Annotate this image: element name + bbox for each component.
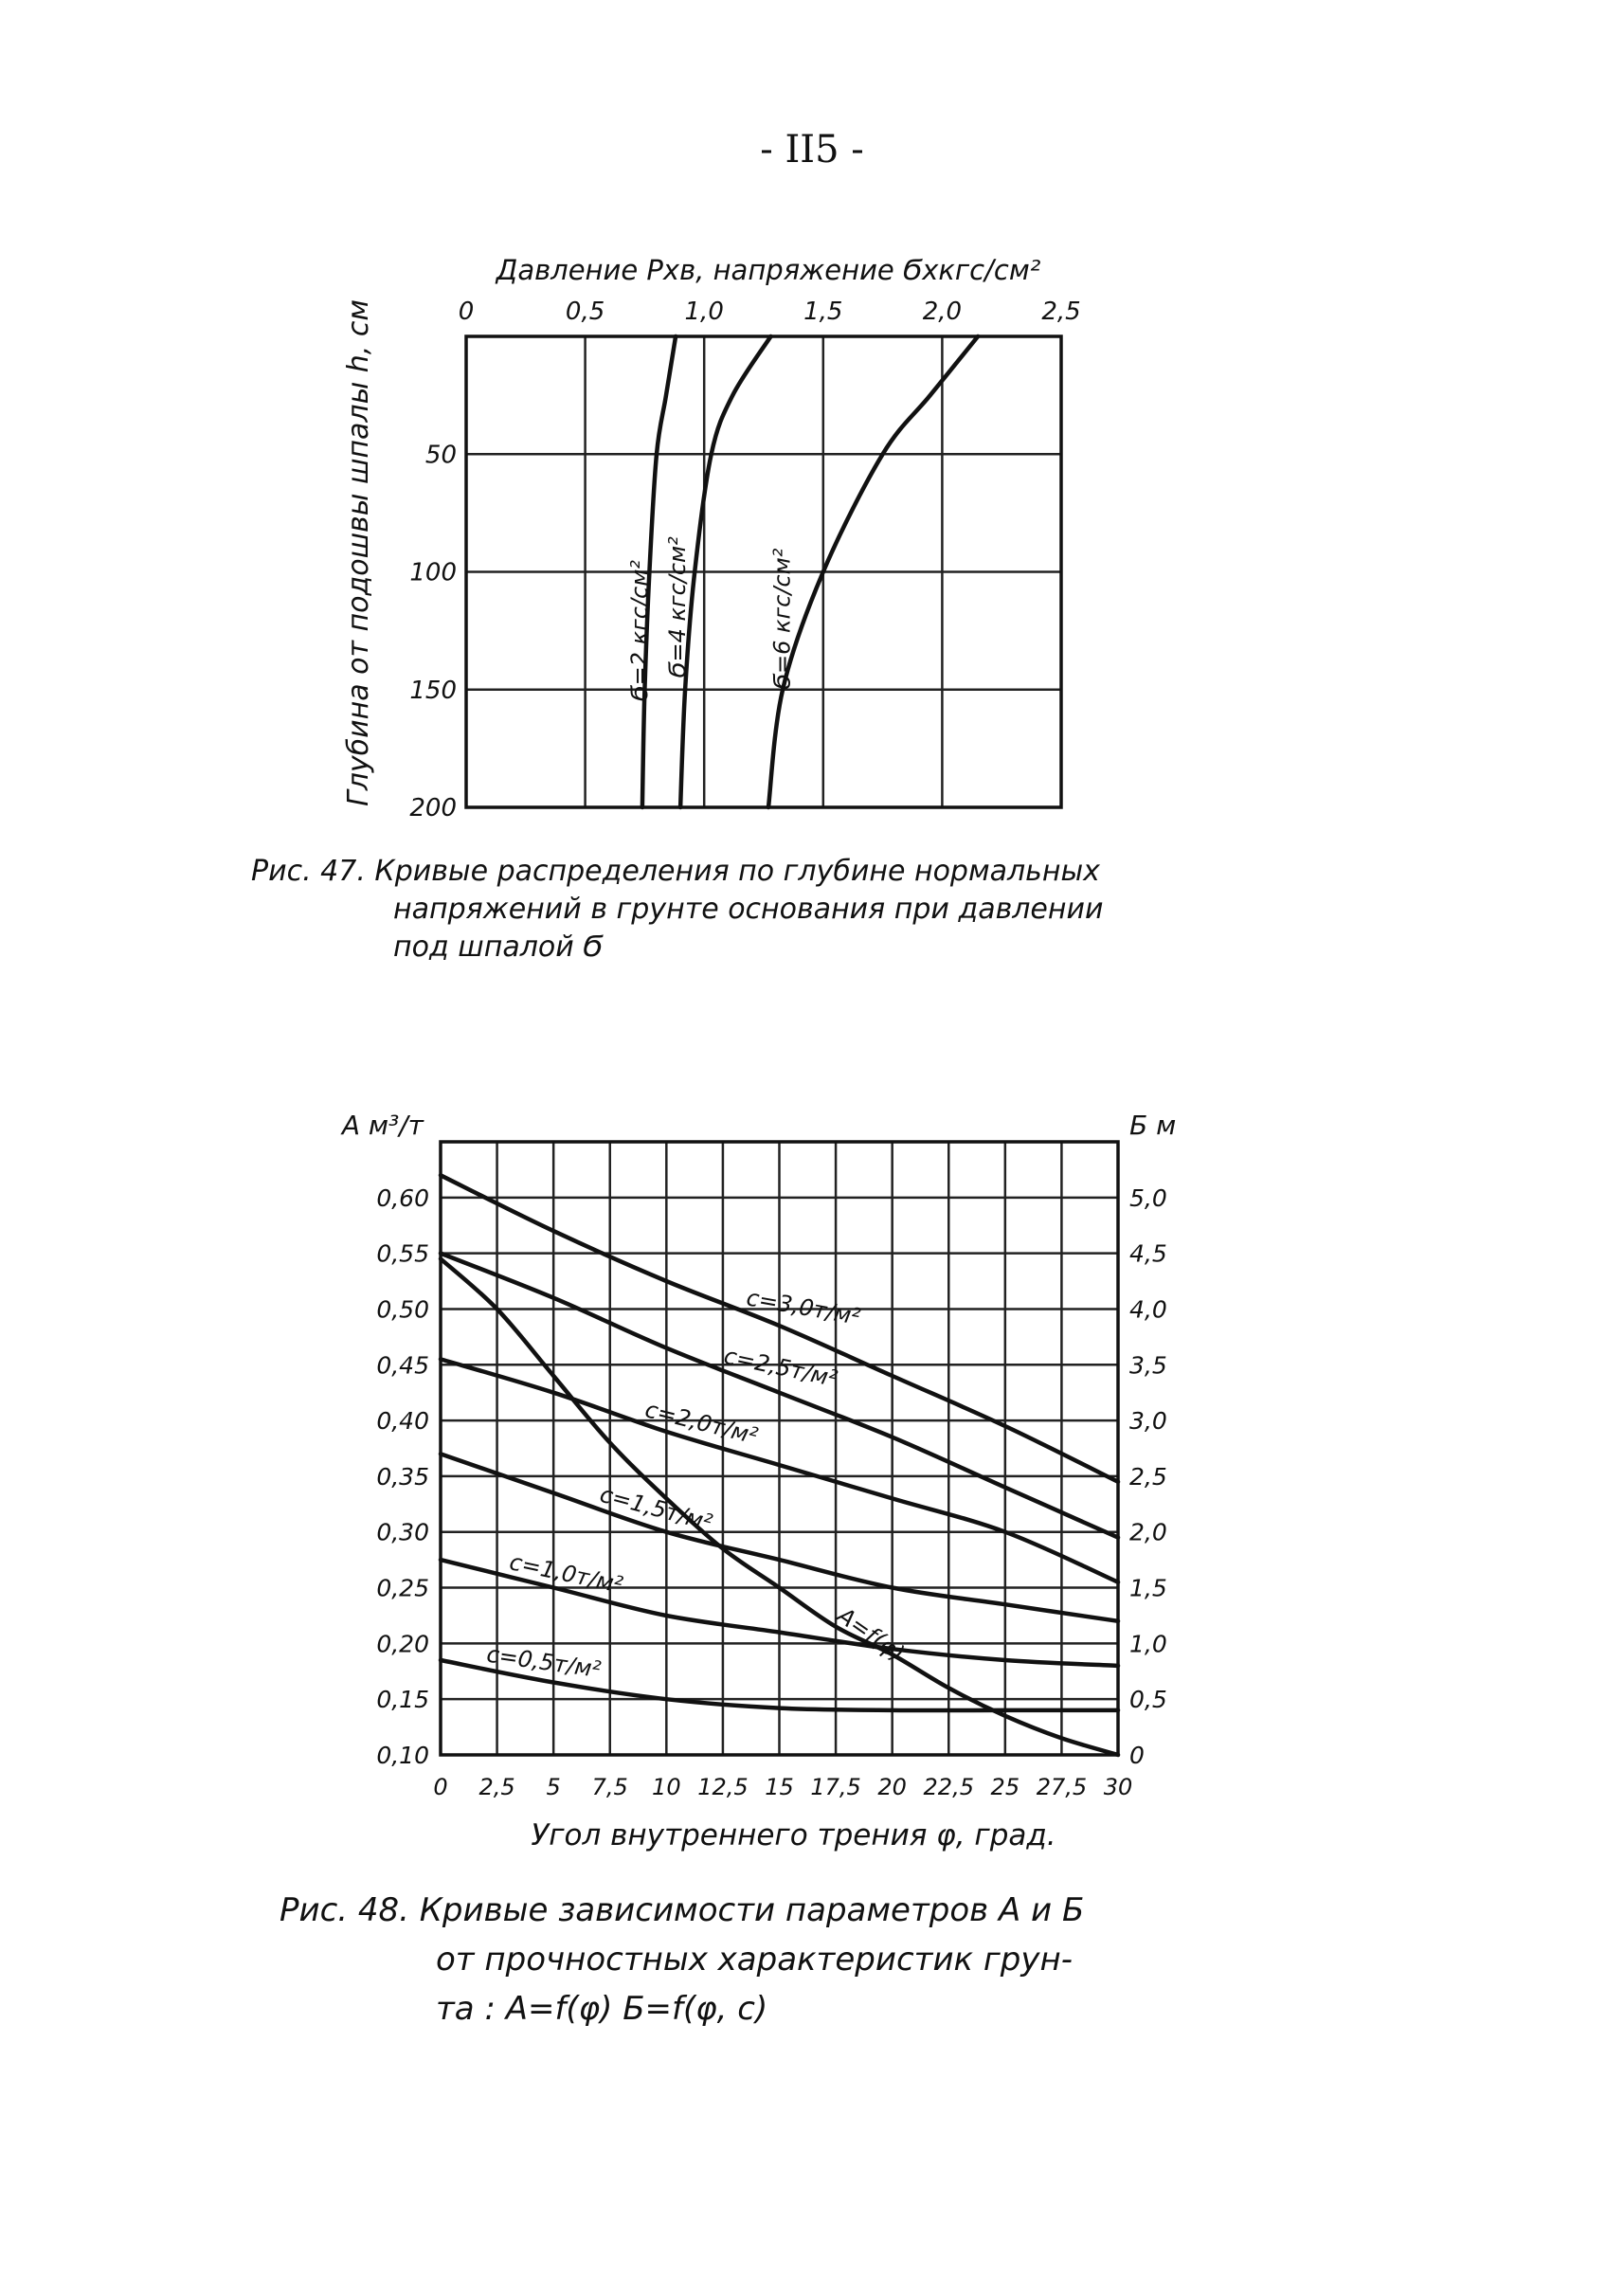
fig48-y-right-tick-label: 2,5: [1129, 1462, 1167, 1491]
fig47-series-label: Ϭ=2 кгс/см²: [625, 560, 653, 702]
fig48-x-tick-label: 12,5: [697, 1774, 749, 1800]
fig48-x-tick-label: 27,5: [1036, 1774, 1088, 1800]
fig48-x-tick-label: 30: [1103, 1774, 1133, 1800]
fig48-y-left-tick-label: 0,40: [376, 1407, 429, 1436]
fig47-series-label: Ϭ=4 кгс/см²: [664, 536, 692, 678]
fig48-y-right-tick-label: 0,5: [1129, 1686, 1167, 1714]
fig48-y-right-tick-label: 4,5: [1129, 1239, 1167, 1268]
fig48-y-right-tick-label: 2,0: [1129, 1518, 1167, 1546]
fig47-y-axis-title: Глубина от подошвы шпалы h, см: [342, 298, 375, 807]
fig47-y-tick-label: 50: [424, 441, 457, 470]
fig47-x-tick-label: 0: [458, 298, 475, 326]
fig48-y-left-tick-label: 0,20: [376, 1630, 429, 1658]
fig48-series-label: А=f(φ): [832, 1601, 910, 1668]
fig48-y-left-tick-label: 0,30: [376, 1518, 429, 1546]
fig47-x-tick-label: 1,0: [684, 298, 724, 326]
fig48-y-left-tick-label: 0,25: [376, 1574, 429, 1602]
fig48-x-tick-label: 10: [652, 1774, 681, 1800]
figure-48-caption-line: от прочностных характеристик грун-: [436, 1941, 1073, 1979]
fig48-y-left-tick-label: 0,15: [376, 1686, 429, 1714]
figure-47-caption-line: Рис. 47. Кривые распределения по глубине нормальных: [251, 855, 1100, 888]
fig48-x-tick-label: 20: [877, 1774, 907, 1800]
fig48-y-right-tick-label: 4,0: [1129, 1295, 1167, 1324]
fig47-x-tick-label: 2,0: [922, 298, 963, 326]
fig48-y-right-tick-label: 0: [1129, 1742, 1145, 1769]
fig48-y-right-tick-label: 5,0: [1129, 1184, 1167, 1212]
fig48-y-right-tick-label: 1,0: [1129, 1630, 1167, 1658]
fig48-y-left-tick-label: 0,55: [376, 1239, 429, 1268]
fig48-x-tick-label: 25: [990, 1774, 1020, 1800]
fig48-y-left-tick-label: 0,50: [376, 1295, 429, 1324]
fig48-series-label: с=1,0т/м²: [507, 1548, 625, 1599]
fig48-series-label: с=2,5т/м²: [721, 1342, 840, 1393]
fig48-x-tick-label: 2,5: [478, 1774, 515, 1800]
fig48-series-label: с=2,0т/м²: [642, 1396, 761, 1450]
fig47-y-tick-label: 200: [409, 794, 457, 822]
fig48-x-tick-label: 17,5: [810, 1774, 861, 1800]
fig48-x-tick-label: 0: [433, 1774, 448, 1800]
fig47-y-tick-label: 100: [409, 558, 457, 587]
figure-47-caption: [251, 853, 1104, 967]
fig47-y-tick-label: 150: [409, 676, 457, 705]
fig48-y-left-tick-label: 0,60: [376, 1184, 429, 1212]
fig48-y-right-tick-label: 1,5: [1129, 1574, 1167, 1602]
fig48-y-left-axis-title: А м³/т: [341, 1110, 424, 1141]
fig48-y-right-tick-label: 3,5: [1129, 1351, 1167, 1380]
fig48-y-left-tick-label: 0,10: [376, 1742, 429, 1769]
fig48-y-left-tick-label: 0,35: [376, 1462, 429, 1491]
fig47-x-tick-label: 1,5: [803, 298, 843, 326]
figure-48-caption-line: та : А=f(φ) Б=f(φ, с): [436, 1990, 768, 2028]
fig47-x-tick-label: 2,5: [1041, 298, 1081, 326]
page-number: - II5 -: [760, 128, 864, 172]
fig48-series-label: с=3,0т/м²: [744, 1284, 863, 1330]
fig48-y-right-axis-title: Б м: [1129, 1110, 1177, 1141]
figure-48-caption: [280, 1886, 1084, 2033]
fig47-x-axis-title: Давление Рхв, напряжение Ϭхкгс/см²: [496, 254, 1041, 286]
fig48-series-label: с=0,5т/м²: [484, 1640, 603, 1684]
fig48-x-axis-title: Угол внутреннего трения φ, град.: [531, 1818, 1056, 1852]
fig47-series-label: Ϭ=6 кгс/см²: [768, 548, 796, 690]
fig48-series-label: с=1,5т/м²: [597, 1480, 715, 1537]
fig48-x-tick-label: 15: [765, 1774, 794, 1800]
fig48-y-left-tick-label: 0,45: [376, 1351, 429, 1380]
fig48-x-tick-label: 7,5: [591, 1774, 628, 1800]
fig48-x-tick-label: 5: [546, 1774, 561, 1800]
fig47-x-tick-label: 0,5: [565, 298, 605, 326]
fig48-x-tick-label: 22,5: [923, 1774, 974, 1800]
figure-48-caption-line: Рис. 48. Кривые зависимости параметров А и Б: [280, 1891, 1085, 1929]
fig48-y-right-tick-label: 3,0: [1129, 1407, 1167, 1436]
figure-47-caption-line: под шпалой Ϭ: [393, 931, 604, 964]
figure-47-caption-line: напряжений в грунте основания при давлении: [393, 893, 1104, 926]
